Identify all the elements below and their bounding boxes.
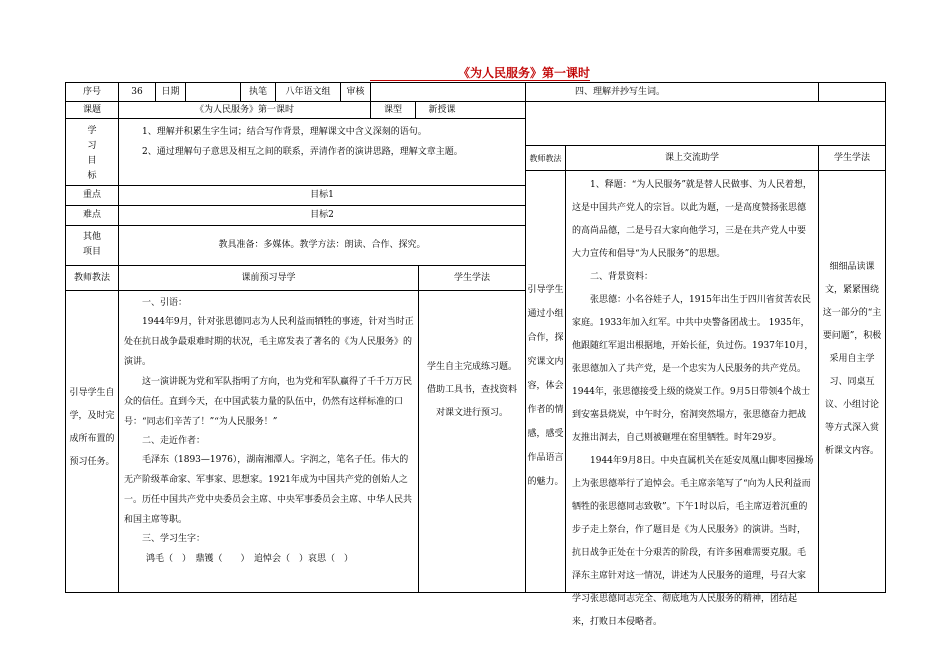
key-value: 目标1: [310, 190, 334, 200]
class-para: 二、背景资料：: [590, 272, 654, 282]
topic-value: 《为人民服务》第一课时: [194, 104, 294, 115]
column-divider: [565, 145, 566, 593]
executor-label: 执笔: [248, 86, 267, 97]
words-heading: 三、学习生字：: [142, 534, 206, 544]
column-divider: [370, 82, 371, 101]
intro-text2: 这一演讲既为党和军队指明了方向，也为党和军队赢得了千千万万民众的信任。直到今天，在中国武装力量的队伍中，仍然有这样标准的口号：“同志们辛苦了！”“为人民服务！”: [124, 377, 413, 427]
right-col-class: 课上交流助学: [664, 152, 719, 163]
left-student-method: 学生自主完成练习题。借助工具书，查找资料对课文进行预习。: [426, 362, 517, 418]
class-para: 张思德：小名谷娃子人，1915年出生于四川省贫苦农民家庭。1933年加入红军。中共中央警备团战士。 1935年，他跟随红军退出根据地，开始长征，负过伤。1937年10月，张思德加入了共产党，是一个忠实为人民服务的共产党员。1944年，张思德接受上级的烧炭工作。9月5日带领4个战士到安塞县烧炭，中午时分，窑洞突然塌方，张思德奋力把战友推出洞去，自己则被砸埋在窑里牺牲。时年29岁。: [572, 295, 814, 443]
other-label-line: 项目: [82, 247, 101, 257]
other-value: 教具准备：多媒体。教学方法：朗读、合作、探究。: [218, 240, 426, 250]
seq-value: 36: [131, 86, 143, 97]
goal-item: 1、理解并积累生字生词；结合写作背景，理解课文中含义深刻的语句。: [142, 127, 427, 137]
right-col-student: 学生学法: [833, 152, 870, 163]
executor-value: 八年语文组: [285, 86, 331, 97]
intro-text: 1944年9月，针对张思德同志为人民利益而牺牲的事迹，针对当时正处在抗日战争最艰难时期的状况，毛主席发表了著名的《为人民服务》的演讲。: [124, 317, 414, 367]
goal-item: 2、通过理解句子意思及相互之间的联系，弄清作者的演讲思路，理解文章主题。: [142, 147, 463, 157]
row-divider: [525, 101, 885, 102]
type-value: 新授课: [428, 104, 456, 115]
table-border: [885, 82, 886, 593]
reviewer-label: 审核: [346, 86, 365, 97]
right-teacher-method: 引导学生通过小组合作，探究课文内容，体会作者的情感，感受作品语言的魅力。: [527, 285, 564, 487]
page-title: 《为人民服务》第一课时: [370, 66, 590, 81]
key-label: 重点: [82, 190, 101, 200]
right-col-teacher: 教师教法: [529, 153, 562, 163]
goals-label-line: 目: [87, 156, 97, 166]
preview-content: [124, 294, 414, 590]
type-label: 课型: [383, 104, 402, 115]
difficult-value: 目标2: [310, 210, 334, 220]
seq-label: 序号: [82, 86, 101, 97]
other-label-line: 其他: [82, 232, 101, 242]
table-border: [65, 82, 885, 83]
other-label: [66, 230, 118, 264]
right-student-method: 细细品读课文，紧紧围绕这一部分的“主要问题”，积极采用自主学习、同桌互议、小组讨论等方式深入赏析课文内容。: [822, 262, 882, 456]
class-content: [572, 174, 814, 627]
column-divider: [185, 82, 186, 101]
left-col-student: 学生学法: [453, 272, 490, 283]
author-text: 毛泽东（1893—1976），湖南湘潭人。字润之，笔名子任。伟大的无产阶级革命家、军事家、思想家。1921年成为中国共产党的创始人之一。历任中国共产党中央委员会主席、中央军事委员会主席、中华人民共和国主席等职。: [124, 455, 413, 525]
date-label: 日期: [161, 86, 180, 97]
column-divider: [418, 265, 419, 593]
goals-label-line: 标: [87, 171, 97, 181]
column-divider: [818, 145, 819, 593]
right-top-text: 四、理解并抄写生词。: [575, 87, 666, 97]
row-divider: [65, 118, 526, 119]
goals-label-line: 习: [87, 141, 97, 151]
author-heading: 二、走近作者：: [142, 436, 206, 446]
column-divider: [818, 82, 819, 101]
left-col-teacher: 教师教法: [73, 272, 110, 283]
goals-content: [124, 122, 520, 184]
topic-label: 课题: [82, 104, 101, 115]
words-line: 鸿毛（ ） 鼎镬（ ） 追悼会（ ）哀思（ ）: [146, 554, 354, 564]
class-para: 1、释题：“为人民服务”就是替人民做事、为人民着想，这是中国共产党人的宗旨。以此为题，一是高度赞扬张思德的高尚品德，二是号召大家向他学习，三是在共产党人中要大力宣传和倡导“为人民服务”的思想。: [572, 180, 812, 259]
left-col-preview: 课前预习导学: [241, 272, 296, 283]
goals-label: [66, 124, 118, 184]
row-divider: [65, 290, 526, 291]
left-teacher-method: 引导学生自学，及时完成所布置的预习任务。: [69, 388, 115, 467]
row-divider: [525, 170, 885, 171]
goals-label-line: 学: [87, 126, 97, 136]
column-divider: [118, 265, 119, 593]
intro-heading: 一、引语：: [142, 298, 188, 308]
difficult-label: 难点: [82, 210, 101, 220]
class-para: 1944年9月8日。中央直属机关在延安凤凰山脚枣园操场上为张思德举行了追悼会。毛主席亲笔写了“向为人民利益而牺牲的张思德同志致敬”。下午1时以后，毛主席迈着沉重的步子走上祭台，作了题目是《为人民服务》的演讲。当时，抗日战争正处在十分艰苦的阶段，有许多困难需要克服。毛泽东主席针对这一情况，讲述为人民服务的道理，号召大家学习张思德同志完全、彻底地为人民服务的精神，团结起来，打败日本侵略者。: [572, 456, 814, 627]
